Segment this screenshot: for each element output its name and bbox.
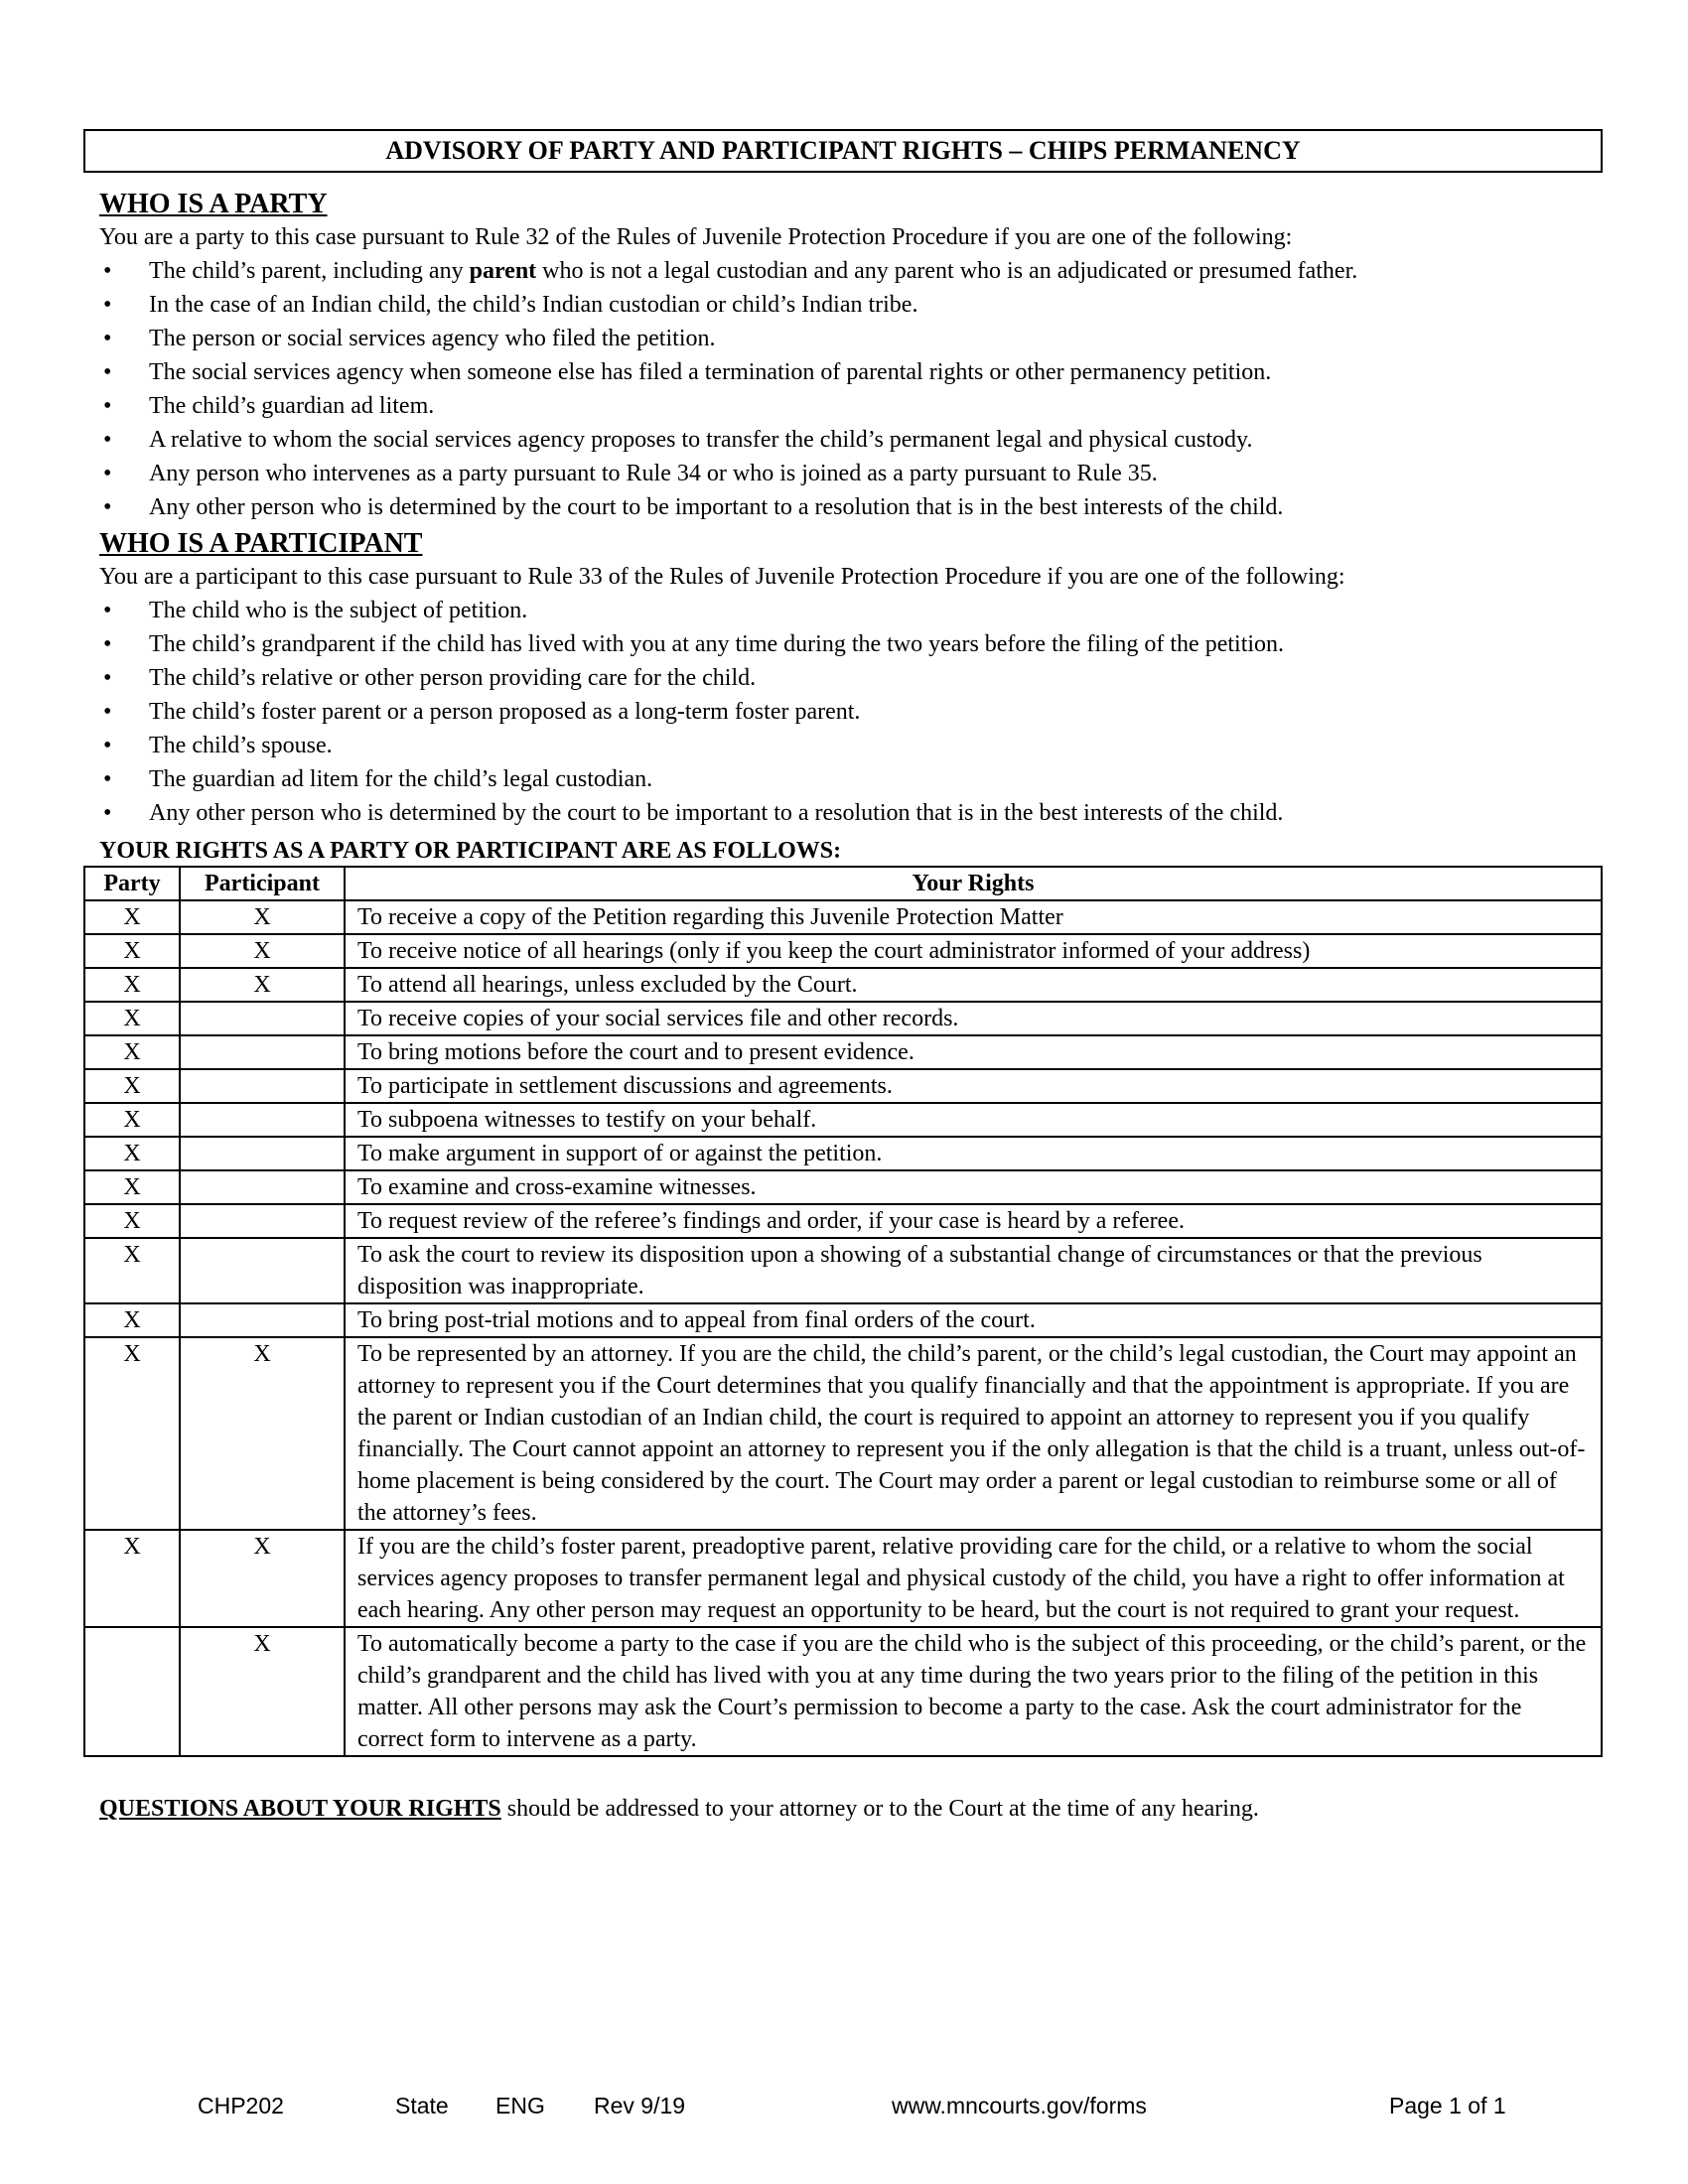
party-list: [99, 254, 1603, 524]
participant-intro: You are a participant to this case pursuant to Rule 33 of the Rules of Juvenile Protection Procedure if you are one of the following:: [99, 564, 1345, 590]
bullet-icon: •: [103, 598, 112, 623]
right-text-cell: To request review of the referee’s findings and order, if your case is heard by a referee.: [345, 1204, 1602, 1238]
party-cell: X: [84, 1170, 180, 1204]
bullet-icon: •: [103, 461, 112, 486]
party-cell: X: [84, 1103, 180, 1137]
participant-heading: WHO IS A PARTICIPANT: [99, 528, 423, 559]
participant-cell: [180, 1170, 345, 1204]
party-intro: You are a party to this case pursuant to Rule 32 of the Rules of Juvenile Protection Procedure if you are one of the following:: [99, 224, 1293, 250]
table-row: [84, 1204, 1602, 1238]
table-row: [84, 1530, 1602, 1627]
bullet-icon: •: [103, 427, 112, 453]
party-item-text: A relative to whom the social services agency proposes to transfer the child’s permanent legal and physical custody.: [149, 427, 1253, 453]
participant-cell: X: [180, 934, 345, 968]
questions-lead: QUESTIONS ABOUT YOUR RIGHTS: [99, 1796, 501, 1822]
right-text-cell: To automatically become a party to the case if you are the child who is the subject of this proceeding, or the child’s parent, or the child’s grandparent and the child has lived with you at any time during the two years prior to the filing of the petition in this matter. All other persons may ask the Court’s permission to become a party to the case. Ask the court administrator for the correct form to intervene as a party.: [345, 1627, 1602, 1756]
table-row: [84, 1238, 1602, 1303]
bullet-icon: •: [103, 494, 112, 520]
list-item: [99, 322, 1603, 355]
list-item: [99, 389, 1603, 423]
right-text-cell: To participate in settlement discussions and agreements.: [345, 1069, 1602, 1103]
party-cell: X: [84, 1137, 180, 1170]
party-cell: X: [84, 1530, 180, 1627]
table-row: [84, 1137, 1602, 1170]
list-item: [99, 627, 1603, 661]
rights-table-body: [84, 900, 1602, 1756]
right-text-cell: If you are the child’s foster parent, preadoptive parent, relative providing care for the child, or a relative to whom the social services agency proposes to transfer permanent legal and physical custody of the child, you have a right to offer information at each hearing. Any other person may request an opportunity to be heard, but the court is not required to grant your request.: [345, 1530, 1602, 1627]
table-row: [84, 1103, 1602, 1137]
participant-item-text: The child who is the subject of petition.: [149, 598, 528, 623]
list-item: [99, 762, 1603, 796]
party-item-text: Any other person who is determined by the court to be important to a resolution that is in the best interests of the child.: [149, 494, 1284, 520]
column-header-rights: Your Rights: [345, 867, 1602, 900]
party-cell: X: [84, 934, 180, 968]
party-heading: WHO IS A PARTY: [99, 189, 328, 219]
participant-cell: [180, 1204, 345, 1238]
bullet-icon: •: [103, 800, 112, 826]
table-row: [84, 934, 1602, 968]
participant-cell: X: [180, 900, 345, 934]
party-item-text: The person or social services agency who filed the petition.: [149, 326, 716, 351]
list-item: [99, 594, 1603, 627]
right-text-cell: To examine and cross-examine witnesses.: [345, 1170, 1602, 1204]
participant-cell: X: [180, 1337, 345, 1530]
table-row: [84, 1627, 1602, 1756]
party-cell: X: [84, 1238, 180, 1303]
footer-url: www.mncourts.gov/forms: [892, 2093, 1147, 2118]
right-text-cell: To be represented by an attorney. If you are the child, the child’s parent, or the child’s legal custodian, the Court may appoint an attorney to represent you if the Court determines that you qualify financially and that the appointment is appropriate. If you are the parent or Indian custodian of an Indian child, the court is required to appoint an attorney to represent you if you qualify financially. The Court cannot appoint an attorney to represent you if the only allegation is that the child is a truant, unless out-of-home placement is being considered by the court. The Court may order a parent or legal custodian to reimburse some or all of the attorney’s fees.: [345, 1337, 1602, 1530]
table-header-row: [84, 867, 1602, 900]
right-text-cell: To attend all hearings, unless excluded by the Court.: [345, 968, 1602, 1002]
participant-cell: [180, 1103, 345, 1137]
list-item: [99, 695, 1603, 729]
party-cell: [84, 1627, 180, 1756]
bullet-icon: •: [103, 699, 112, 725]
bullet-icon: •: [103, 766, 112, 792]
party-cell: X: [84, 1303, 180, 1337]
participant-item-text: The guardian ad litem for the child’s legal custodian.: [149, 766, 653, 792]
right-text-cell: To bring post-trial motions and to appeal from final orders of the court.: [345, 1303, 1602, 1337]
rights-heading: YOUR RIGHTS AS A PARTY OR PARTICIPANT ARE AS FOLLOWS:: [99, 838, 842, 864]
participant-cell: X: [180, 1627, 345, 1756]
bullet-icon: •: [103, 631, 112, 657]
questions-note: [99, 1793, 1603, 1825]
bullet-icon: •: [103, 665, 112, 691]
form-page: [83, 129, 1603, 1825]
table-row: [84, 1170, 1602, 1204]
bullet-icon: •: [103, 258, 112, 284]
participant-item-text: Any other person who is determined by the court to be important to a resolution that is in the best interests of the child.: [149, 800, 1284, 826]
bullet-icon: •: [103, 359, 112, 385]
table-row: [84, 1069, 1602, 1103]
right-text-cell: To ask the court to review its disposition upon a showing of a substantial change of circumstances or that the previous disposition was inappropriate.: [345, 1238, 1602, 1303]
participant-cell: [180, 1002, 345, 1035]
participant-list: [99, 594, 1603, 830]
bullet-icon: •: [103, 733, 112, 758]
bullet-icon: •: [103, 292, 112, 318]
footer-revision: Rev 9/19: [594, 2093, 686, 2118]
page-footer: [0, 2093, 1688, 2122]
list-item: [99, 457, 1603, 490]
party-item-text: In the case of an Indian child, the child’s Indian custodian or child’s Indian tribe.: [149, 292, 918, 318]
column-header-participant: Participant: [180, 867, 345, 900]
party-cell: X: [84, 1002, 180, 1035]
table-row: [84, 1002, 1602, 1035]
participant-cell: [180, 1303, 345, 1337]
right-text-cell: To subpoena witnesses to testify on your behalf.: [345, 1103, 1602, 1137]
participant-cell: [180, 1137, 345, 1170]
footer-state: State: [395, 2093, 449, 2118]
bullet-icon: •: [103, 326, 112, 351]
right-text-cell: To receive notice of all hearings (only if you keep the court administrator informed of your address): [345, 934, 1602, 968]
participant-item-text: The child’s relative or other person providing care for the child.: [149, 665, 757, 691]
table-row: [84, 1035, 1602, 1069]
questions-rest: should be addressed to your attorney or to the Court at the time of any hearing.: [500, 1796, 1259, 1822]
document-title: ADVISORY OF PARTY AND PARTICIPANT RIGHTS – CHIPS PERMANENCY: [83, 129, 1603, 173]
right-text-cell: To receive copies of your social services file and other records.: [345, 1002, 1602, 1035]
footer-language: ENG: [495, 2093, 545, 2118]
party-item-text: Any person who intervenes as a party pursuant to Rule 34 or who is joined as a party pursuant to Rule 35.: [149, 461, 1158, 486]
list-item: [99, 355, 1603, 389]
participant-cell: [180, 1238, 345, 1303]
participant-item-text: The child’s foster parent or a person proposed as a long-term foster parent.: [149, 699, 861, 725]
party-item-0-bold: parent: [469, 258, 537, 284]
rights-table: [83, 866, 1603, 1757]
list-item: [99, 796, 1603, 830]
list-item: [99, 288, 1603, 322]
right-text-cell: To bring motions before the court and to present evidence.: [345, 1035, 1602, 1069]
list-item: [99, 490, 1603, 524]
party-cell: X: [84, 1035, 180, 1069]
right-text-cell: To make argument in support of or against the petition.: [345, 1137, 1602, 1170]
list-item: [99, 423, 1603, 457]
party-item-text: The child’s guardian ad litem.: [149, 393, 435, 419]
participant-cell: [180, 1069, 345, 1103]
footer-form-id: CHP202: [198, 2093, 284, 2118]
table-row: [84, 900, 1602, 934]
participant-item-text: The child’s grandparent if the child has lived with you at any time during the two years before the filing of the petition.: [149, 631, 1285, 657]
participant-cell: X: [180, 968, 345, 1002]
party-item-0-after: who is not a legal custodian and any parent who is an adjudicated or presumed father.: [536, 258, 1358, 284]
footer-page-number: Page 1 of 1: [1389, 2093, 1506, 2118]
party-cell: X: [84, 1337, 180, 1530]
bullet-icon: •: [103, 393, 112, 419]
party-cell: X: [84, 900, 180, 934]
participant-cell: X: [180, 1530, 345, 1627]
party-cell: X: [84, 1204, 180, 1238]
list-item: [99, 661, 1603, 695]
right-text-cell: To receive a copy of the Petition regarding this Juvenile Protection Matter: [345, 900, 1602, 934]
participant-item-text: The child’s spouse.: [149, 733, 333, 758]
column-header-party: Party: [84, 867, 180, 900]
table-row: [84, 968, 1602, 1002]
table-row: [84, 1337, 1602, 1530]
list-item: [99, 254, 1603, 288]
list-item: [99, 729, 1603, 762]
party-item-0-before: The child’s parent, including any: [149, 258, 470, 284]
table-row: [84, 1303, 1602, 1337]
party-cell: X: [84, 968, 180, 1002]
participant-cell: [180, 1035, 345, 1069]
party-cell: X: [84, 1069, 180, 1103]
party-item-text: The social services agency when someone else has filed a termination of parental rights or other permanency petition.: [149, 359, 1272, 385]
